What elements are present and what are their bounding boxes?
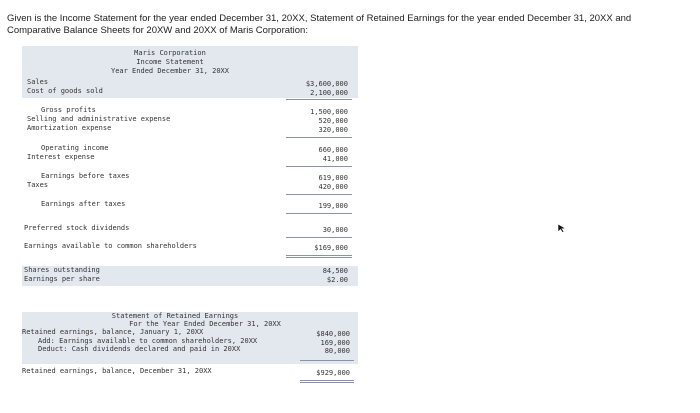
ending-retained-earnings-label: Retained earnings, balance, December 31, 20XX bbox=[22, 367, 212, 375]
amortization-value: 320,000 bbox=[318, 126, 348, 134]
interest-value: 41,000 bbox=[322, 155, 348, 163]
retained-earnings-title: Statement of Retained Earnings bbox=[111, 312, 239, 320]
add-earnings-value: 169,000 bbox=[320, 339, 350, 347]
eat-value: 199,000 bbox=[318, 202, 348, 210]
add-earnings-label: Add: Earnings available to common shareholders, 20XX bbox=[38, 337, 258, 345]
cogs-value: 2,100,000 bbox=[310, 89, 348, 97]
statement-title: Income Statement bbox=[136, 58, 204, 66]
interest-label: Interest expense bbox=[27, 153, 95, 161]
shares-outstanding-label: Shares outstanding bbox=[24, 266, 100, 274]
operating-income-label: Operating income bbox=[41, 144, 109, 152]
operating-income-value: 660,000 bbox=[318, 146, 348, 154]
gross-profits-label: Gross profits bbox=[41, 106, 96, 114]
problem-intro: Given is the Income Statement for the year ended December 31, 20XX, Statement of Retained Earnings for the year ended December 31, 20XX and Comparative Balance Sheets for 20XW and 20XX of Maris Corporation: bbox=[7, 13, 632, 36]
taxes-label: Taxes bbox=[27, 181, 49, 189]
double-rule bbox=[300, 380, 354, 383]
eps-value: $2.00 bbox=[326, 276, 348, 284]
double-rule bbox=[286, 255, 352, 258]
available-earnings-value: $169,000 bbox=[314, 244, 348, 252]
retained-earnings-period: For the Year Ended December 31, 20XX bbox=[129, 320, 281, 328]
taxes-value: 420,000 bbox=[318, 183, 348, 191]
ending-retained-earnings-value: $929,000 bbox=[316, 369, 350, 377]
preferred-dividends-value: 30,000 bbox=[322, 226, 348, 234]
mouse-pointer-icon bbox=[557, 223, 567, 233]
rule bbox=[300, 360, 354, 361]
preferred-dividends-label: Preferred stock dividends bbox=[24, 224, 130, 232]
ebt-label: Earnings before taxes bbox=[41, 172, 130, 180]
rule bbox=[286, 237, 352, 238]
cogs-label: Cost of goods sold bbox=[27, 87, 103, 95]
shares-outstanding-value: 84,500 bbox=[322, 267, 348, 275]
company-name: Maris Corporation bbox=[134, 49, 206, 57]
rule bbox=[286, 99, 352, 100]
rule bbox=[286, 166, 352, 167]
sales-label: Sales bbox=[27, 78, 49, 86]
rule bbox=[286, 194, 352, 195]
deduct-dividends-label: Deduct: Cash dividends declared and paid in 20XX bbox=[38, 345, 241, 353]
rule bbox=[286, 137, 352, 138]
sga-label: Selling and administrative expense bbox=[27, 115, 171, 123]
ebt-value: 619,000 bbox=[318, 174, 348, 182]
gross-profits-value: 1,500,000 bbox=[310, 108, 348, 116]
amortization-label: Amortization expense bbox=[27, 124, 112, 132]
deduct-dividends-value: 80,000 bbox=[324, 347, 350, 355]
eat-label: Earnings after taxes bbox=[41, 200, 126, 208]
sales-value: $3,600,000 bbox=[305, 80, 348, 88]
beginning-retained-earnings-label: Retained earnings, balance, January 1, 20XX bbox=[22, 328, 204, 336]
eps-label: Earnings per share bbox=[24, 275, 100, 283]
rule bbox=[286, 213, 352, 214]
statement-period: Year Ended December 31, 20XX bbox=[110, 67, 229, 75]
available-earnings-label: Earnings available to common shareholders bbox=[24, 242, 197, 250]
sga-value: 520,000 bbox=[318, 117, 348, 125]
beginning-retained-earnings-value: $840,000 bbox=[316, 330, 350, 338]
